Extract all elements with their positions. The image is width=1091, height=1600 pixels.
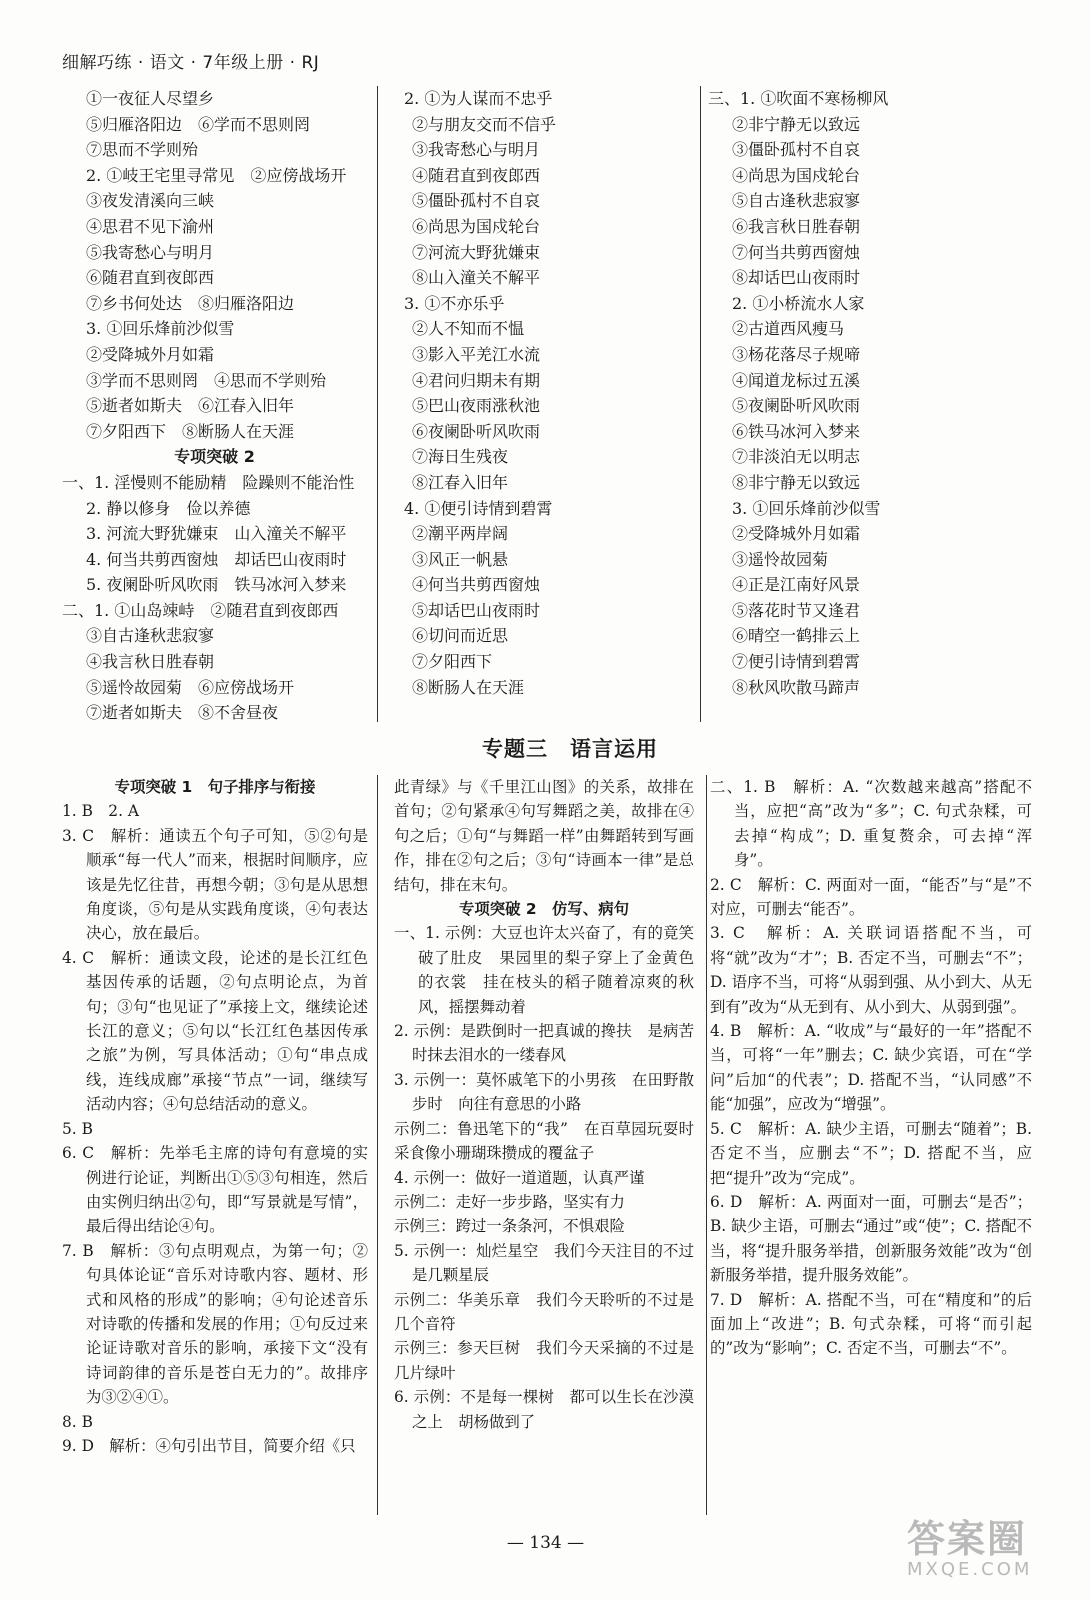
answer-paragraph: 二、1. B 解析：A. “次数越来越高”搭配不当，应把“高”改为“多”；C. 句式杂糅，可去掉“构成”；D. 重复赘余，可去掉“浑身”。 <box>710 778 1032 870</box>
answer-paragraph: 3. 示例一：莫怀戚笔下的小男孩 在田野散步时 向往有意思的小路 <box>394 1070 694 1114</box>
answer-line: 4. 何当共剪西窗烛 却话巴山夜雨时 <box>86 549 347 569</box>
answer-paragraph: 6. 示例：不是每一棵树 都可以生长在沙漠之上 胡杨做到了 <box>394 1388 694 1431</box>
answer-section-grammar-errors <box>710 775 1032 1361</box>
answer-paragraph: 5. 示例一：灿烂星空 我们今天注目的不过是几颗星辰 <box>394 1241 694 1285</box>
answer-paragraph: 8. B <box>62 1412 93 1431</box>
answer-line: ③我寄愁心与明月 <box>412 140 541 160</box>
answer-line: 3. ①不亦乐乎 <box>404 293 505 313</box>
answer-line: ⑥尚思为国戍轮台 <box>412 216 541 236</box>
answer-line: ⑦便引诗情到碧霄 <box>732 652 861 672</box>
answer-line: ④何当共剪西窗烛 <box>412 575 541 595</box>
answer-paragraph: 3. C 解析：A. 关联词语搭配不当，可将“就”改为“才”；B. 否定不当，可删去“不”；D. 语序不当，可将“从弱到强、从小到大、从无到有”改为“从无到有、从小到大、从弱到强”。 <box>710 924 1032 1016</box>
answer-line: ⑤自古逢秋悲寂寥 <box>732 191 861 211</box>
answer-paragraph: 7. D 解析：A. 搭配不当，可在“精度和”的后面加上“改进”；B. 句式杂糅，可将“而引起的”改为“影响”；C. 否定不当，可删去“不”。 <box>710 1290 1032 1358</box>
answer-line: 2. 静以修身 俭以养德 <box>86 498 251 518</box>
answer-line: ⑤归雁洛阳边 ⑥学而不思则罔 <box>86 114 311 134</box>
watermark-url: MXQE.COM <box>907 1559 1033 1580</box>
answer-paragraph: 5. C 解析：A. 缺少主语，可删去“随着”；B. 否定不当，应删去“不”；D. 搭配不当，应把“提升”改为“完成”。 <box>710 1119 1032 1187</box>
answer-line: 一、1. 淫慢则不能励精 险躁则不能治性 <box>62 472 355 492</box>
answer-line: ④闻道龙标过五溪 <box>732 370 861 390</box>
chapter-title: 专题三 语言运用 <box>482 737 658 761</box>
answer-line: ③学而不思则罔 ④思而不学则殆 <box>86 370 327 390</box>
answer-line: ⑥晴空一鹤排云上 <box>732 626 861 646</box>
answer-line: ⑤夜阑卧听风吹雨 <box>732 396 861 416</box>
answer-line: ③风正一帆悬 <box>412 549 509 569</box>
answer-line: ②潮平两岸阔 <box>412 524 509 544</box>
answer-column-2 <box>388 86 688 700</box>
answer-paragraph: 5. B <box>62 1119 93 1138</box>
answer-line: ⑥铁马冰河入梦来 <box>732 421 861 441</box>
answer-line: ⑦思而不学则殆 <box>86 140 199 160</box>
section-heading: 专项突破 2 仿写、病句 <box>459 900 629 919</box>
answer-line: ⑤却话巴山夜雨时 <box>412 600 541 620</box>
answer-paragraph: 2. 示例：是跌倒时一把真诚的搀扶 是病苦时抹去泪水的一缕春风 <box>394 1022 694 1065</box>
answer-line: ⑧断肠人在天涯 <box>412 677 525 697</box>
answer-line: ③遥怜故园菊 <box>732 549 829 569</box>
answer-paragraph: 7. B 解析：③句点明观点，为第一句；②句具体论证“音乐对诗歌内容、题材、形式和风格的形成”的影响；④句论述音乐对诗歌的传播和发展的作用；①句反过来论证诗歌对音乐的影响，承接下文“没有诗词韵律的音乐是苍白无力的”。故排序为③②④①。 <box>62 1241 368 1407</box>
answer-line: ④正是江南好风景 <box>732 575 861 595</box>
answer-line: ⑦夕阳西下 <box>412 652 493 672</box>
answer-section-imitation-sentences <box>394 775 710 1434</box>
answer-line: ⑤我寄愁心与明月 <box>86 242 215 262</box>
watermark-text: 答案圈 <box>907 1517 1028 1561</box>
answer-line: 4. ①便引诗情到碧霄 <box>404 498 553 518</box>
answer-line: ⑤僵卧孤村不自哀 <box>412 191 541 211</box>
column-divider <box>700 86 701 722</box>
answer-line: ②与朋友交而不信乎 <box>412 114 557 134</box>
answer-line: ②人不知而不愠 <box>412 319 525 339</box>
answer-paragraph: 4. C 解析：通读文段，论述的是长江红色基因传承的话题，②句点明论点，为首句；③句“也见证了”承接上文，继续论述长江的意义；⑤句以“长江红色基因传承之旅”为例，写具体活动；①句“串点成线，连线成廊”承接“节点”一词，继续写活动内容；④句总结活动的意义。 <box>62 948 368 1114</box>
answer-column-3 <box>708 86 1038 700</box>
answer-line: ①一夜征人尽望乡 <box>86 89 215 108</box>
answer-paragraph: 4. B 解析：A. “收成”与“最好的一年”搭配不当，可将“一年”删去；C. 缺少宾语，可在“学问”后加“的代表”；D. 搭配不当，“认同感”不能“加强”，应改为“增强”。 <box>710 1022 1032 1114</box>
answer-line: ④思君不见下渝州 <box>86 216 215 236</box>
answer-line: ⑦逝者如斯夫 ⑧不舍昼夜 <box>86 703 279 723</box>
answer-paragraph: 1. B 2. A <box>62 802 139 821</box>
answer-line: ④君问归期未有期 <box>412 370 541 390</box>
answer-line: ⑥随君直到夜郎西 <box>86 268 215 288</box>
answer-paragraph: 示例三：参天巨树 我们今天采摘的不过是几片绿叶 <box>394 1339 694 1382</box>
answer-line: ③影入平羌江水流 <box>412 344 541 364</box>
answer-paragraph: 6. C 解析：先举毛主席的诗句有意境的实例进行论证，判断出①⑤③句相连，然后由实例归纳出②句，即“写景就是写情”，最后得出结论④句。 <box>62 1144 368 1236</box>
answer-paragraph: 示例三：跨过一条条河，不惧艰险 <box>394 1217 625 1236</box>
answer-paragraph: 示例二：华美乐章 我们今天聆听的不过是几个音符 <box>394 1290 694 1333</box>
answer-line: ④我言秋日胜春朝 <box>86 652 215 672</box>
answer-paragraph: 此青绿》与《千里江山图》的关系，故排在首句；②句紧承④句写舞蹈之美，故排在④句之后；①句“与舞蹈一样”由舞蹈转到写画作，排在②句之后；③句“诗画本一律”是总结句，排在末句。 <box>394 778 694 894</box>
answer-line: ⑧非宁静无以致远 <box>732 472 861 492</box>
answer-paragraph: 3. C 解析：通读五个句子可知，⑤②句是顺承“每一代人”而来，根据时间顺序，应该是先忆往昔，再想今朝；③句是从思想角度谈，⑤句是从实践角度谈，④句表达决心，放在最后。 <box>62 826 368 943</box>
answer-line: ⑤遥怜故园菊 ⑥应傍战场开 <box>86 677 295 697</box>
section-heading: 专项突破 1 句子排序与衔接 <box>114 778 316 796</box>
column-divider <box>377 86 378 722</box>
answer-line: ③僵卧孤村不自哀 <box>732 140 861 160</box>
column-divider <box>377 775 378 1515</box>
answer-line: 2. ①岐王宅里寻常见 ②应傍战场开 <box>86 165 347 185</box>
answer-line: 二、1. ①山岛竦峙 ②随君直到夜郎西 <box>62 600 339 620</box>
answer-line: 2. ①小桥流水人家 <box>732 293 865 313</box>
answer-line: 三、1. ①吹面不寒杨柳风 <box>708 89 889 108</box>
answer-line: ⑤逝者如斯夫 ⑥江春入旧年 <box>86 396 295 416</box>
answer-line: ⑧却话巴山夜雨时 <box>732 268 861 288</box>
answer-paragraph: 6. D 解析：A. 两面对一面，可删去“是否”；B. 缺少主语，可删去“通过”或“使”；C. 搭配不当，将“提升服务举措，创新服务效能”改为“创新服务举措，提升服务效能”。 <box>710 1192 1032 1285</box>
answer-paragraph: 一、1. 示例：大豆也许太兴奋了，有的竟笑破了肚皮 果园里的梨子穿上了金黄色的衣裳 挂在枝头的稻子随着凉爽的秋风，摇摆舞动着 <box>394 924 694 1016</box>
answer-line: 3. 河流大野犹嫌束 山入潼关不解平 <box>86 524 347 544</box>
answer-column-1 <box>62 86 367 726</box>
answer-line: ⑦夕阳西下 ⑧断肠人在天涯 <box>86 421 295 441</box>
answer-paragraph: 9. D 解析：④句引出节目，简要介绍《只 <box>62 1436 356 1455</box>
answer-line: ⑤巴山夜雨涨秋池 <box>412 396 541 416</box>
answer-line: ⑦海日生残夜 <box>412 447 509 467</box>
answer-paragraph: 示例二：鲁迅笔下的“我” 在百草园玩耍时 采食像小珊瑚珠攒成的覆盆子 <box>394 1119 710 1163</box>
answer-line: 5. 夜阑卧听风吹雨 铁马冰河入梦来 <box>86 575 347 595</box>
page-number: — 134 — <box>506 1533 585 1553</box>
answer-line: ⑧江春入旧年 <box>412 472 509 492</box>
answer-paragraph: 4. 示例一：做好一道道题，认真严谨 <box>394 1168 645 1187</box>
answer-line: ④随君直到夜郎西 <box>412 165 541 185</box>
answer-line: 3. ①回乐烽前沙似雪 <box>86 319 235 339</box>
answer-line: ④尚思为国戍轮台 <box>732 165 861 185</box>
answer-line: ③自古逢秋悲寂寥 <box>86 626 215 646</box>
answer-line: ②古道西风瘦马 <box>732 319 845 339</box>
answer-line: ⑦乡书何处达 ⑧归雁洛阳边 <box>86 293 295 313</box>
answer-line: ②受降城外月如霜 <box>732 524 861 544</box>
watermark-logo <box>907 1508 1067 1594</box>
answer-line: ⑤落花时节又逢君 <box>732 600 861 620</box>
answer-paragraph: 2. C 解析：C. 两面对一面，“能否”与“是”不对应，可删去“能否”。 <box>710 875 1032 919</box>
section-heading: 专项突破 2 <box>174 447 255 467</box>
answer-line: ⑥我言秋日胜春朝 <box>732 216 861 236</box>
answer-line: ⑦何当共剪西窗烛 <box>732 242 861 262</box>
answer-line: ③杨花落尽子规啼 <box>732 344 861 364</box>
answer-line: 2. ①为人谋而不忠乎 <box>404 89 553 108</box>
answer-line: ⑥夜阑卧听风吹雨 <box>412 421 541 441</box>
page-header: 细解巧练 · 语文 · 7年级上册 · RJ <box>62 53 320 73</box>
answer-line: ⑧山入潼关不解平 <box>412 268 541 288</box>
answer-line: ③夜发清溪向三峡 <box>86 191 215 211</box>
answer-section-sentence-order <box>62 775 368 1458</box>
answer-line: ②受降城外月如霜 <box>86 344 215 364</box>
answer-line: ⑦河流大野犹嫌束 <box>412 242 541 262</box>
answer-line: ⑥切问而近思 <box>412 626 509 646</box>
answer-paragraph: 示例二：走好一步步路，坚实有力 <box>394 1192 625 1211</box>
answer-line: ⑦非淡泊无以明志 <box>732 447 861 467</box>
answer-line: ⑧秋风吹散马蹄声 <box>732 677 861 697</box>
answer-line: ②非宁静无以致远 <box>732 114 861 134</box>
column-divider <box>706 775 707 1515</box>
answer-line: 3. ①回乐烽前沙似雪 <box>732 498 881 518</box>
